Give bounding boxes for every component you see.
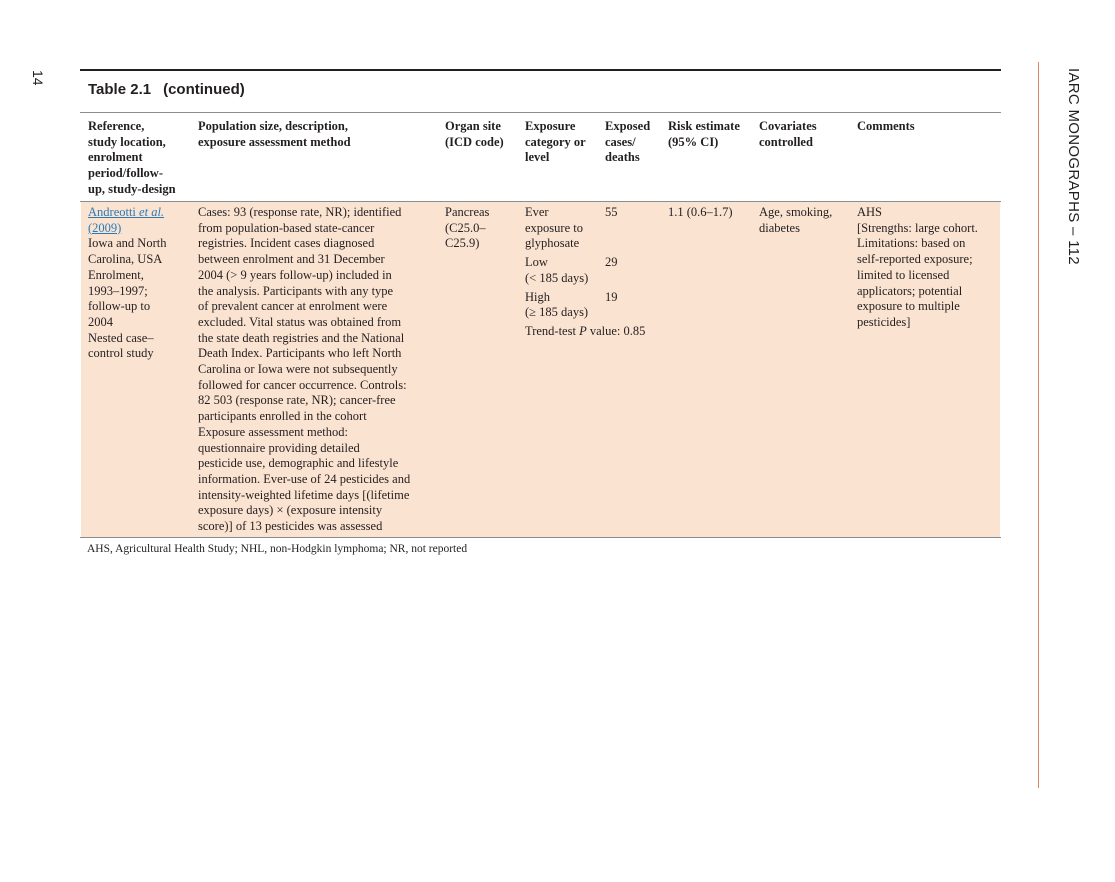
reference-link-year[interactable]: (2009) xyxy=(88,220,122,235)
header-population: Population size, description, exposure assessment method xyxy=(198,119,351,149)
header-exposure-category: Exposure category or level xyxy=(525,119,586,165)
header-exposed-cases: Exposed cases/ deaths xyxy=(605,119,651,165)
header-organ-site: Organ site (ICD code) xyxy=(445,119,504,149)
table-bottom-rule xyxy=(80,537,1001,538)
side-rule xyxy=(1038,62,1039,788)
header-comments: Comments xyxy=(857,119,915,133)
running-head: IARC MONOGRAPHS – 112 xyxy=(1065,68,1082,265)
table-title xyxy=(88,81,245,98)
header-reference: Reference, study location, enrolment period/follow- up, study-design xyxy=(88,119,176,196)
table-title-label: Table 2.1 xyxy=(88,81,152,98)
table-title-continued: (continued) xyxy=(163,81,245,98)
cell-exposed-cases: 55 29 19 xyxy=(605,205,618,304)
table-footnote: AHS, Agricultural Health Study; NHL, non-Hodgkin lymphoma; NR, not reported xyxy=(87,543,468,555)
title-rule xyxy=(80,112,1001,113)
cell-covariates: Age, smoking, diabetes xyxy=(759,205,833,235)
page-number: 14 xyxy=(30,70,46,86)
cell-exposure-category: Ever exposure to glyphosate Low (< 185 days) High (≥ 185 days) Trend-test P value: 0.85 xyxy=(525,205,646,338)
header-risk-estimate: Risk estimate (95% CI) xyxy=(668,119,740,149)
cell-organ-site: Pancreas (C25.0– C25.9) xyxy=(445,205,490,251)
cell-comments: AHS [Strengths: large cohort. Limitations: based on self-reported exposure; limited to licensed applicators; potential exposure to multiple pesticides] xyxy=(857,205,978,329)
cell-reference: Andreotti et al. (2009) Iowa and North Carolina, USA Enrolment, 1993–1997; follow-up to 2004 Nested case– control study xyxy=(88,205,167,361)
header-covariates: Covariates controlled xyxy=(759,119,817,149)
reference-link[interactable]: Andreotti et al. xyxy=(88,205,165,219)
trend-test-value: Trend-test P value: 0.85 xyxy=(525,323,646,338)
cell-risk-estimate: 1.1 (0.6–1.7) xyxy=(668,205,733,219)
cell-population: Cases: 93 (response rate, NR); identified from population-based state-cancer registries. Incident cases diagnosed between enrolment and 31 December 2004 (> 9 years follow-up) included in the analysis. Participants with any type of prevalent cancer at enrolment were excluded. Vital status was obtained from the state death registries and the National Death Index. Participants who left North Carolina or Iowa were not subsequently followed for cancer occurrence. Controls: 82 503 (response rate, NR); cancer-free participants enrolled in the cohort Exposure assessment method: questionnaire providing detailed pesticide use, demographic and lifestyle information. Ever-use of 24 pesticides and intensity-weighted lifetime days [(lifetime exposure days) × (exposure intensity score)] of 13 pesticides was assessed xyxy=(198,205,411,534)
table-top-rule xyxy=(80,69,1001,71)
